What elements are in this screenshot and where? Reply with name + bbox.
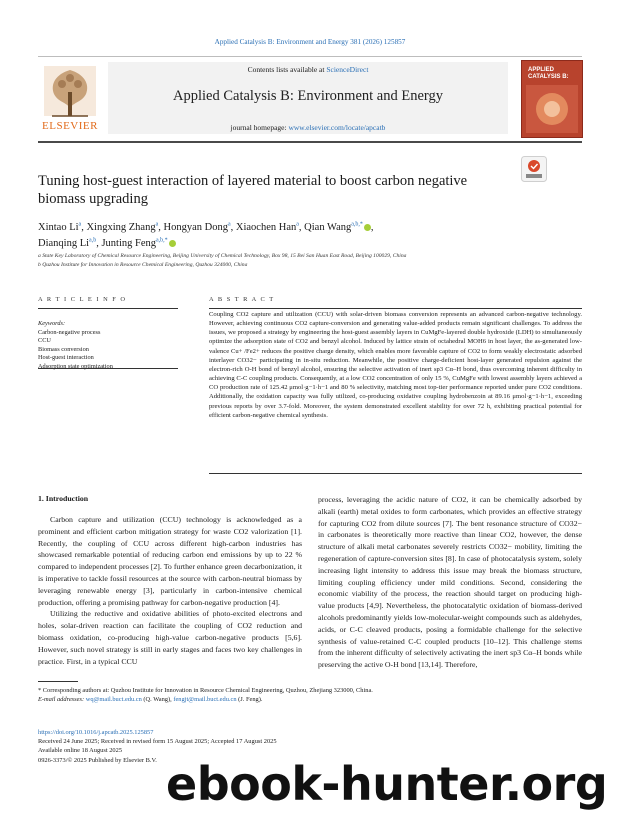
keywords-block	[38, 320, 178, 372]
affiliation-a: a State Key Laboratory of Chemical Resource Engineering, Beijing University of Chemical Technology, Box 98, 15 Bei San Huan East Road, Beijing 100029, China	[38, 253, 407, 259]
keyword-item: CCU	[38, 337, 51, 345]
email-owner: (J. Feng).	[236, 696, 263, 704]
author-name: Dianqing Li	[38, 238, 90, 249]
orcid-icon[interactable]	[364, 224, 371, 231]
top-citation[interactable]: Applied Catalysis B: Environment and Energy 381 (2026) 125857	[214, 38, 406, 46]
journal-cover-thumbnail[interactable]	[521, 60, 583, 138]
email-link-feng[interactable]: fengjt@mail.buct.edu.cn	[173, 696, 237, 704]
article-info-rule	[38, 308, 178, 309]
abstract-text: Coupling CO2 capture and utilization (CCU) with solar-driven biomass conversion represents an advanced carbon-negative technology. However, achieving continuous CO2 capture-conversion and generating value-added products remain significant challenges. To address the issues, we proposed a strategy by engineering the host-guest assembly layers in CuMgFe-layered double hydroxide (LDH) to simultaneously optimize the adsorption state of CO2 and benzyl alcohol. Induced by lattice strain of octahedral MOH6 in host layer, the as-generated low-valence Cu+ /Fe2+ reduces the positive charge density, which enables more favorable capture of CO2 to form weakly electrostatic adsorbed interlayer CO32− participating in in-situ reduction. Meanwhile, the positive charge-deficient host-layer generated repulsion against the electron-rich O-H bond of benzyl alcohol, ensuring the selective activation of inert sp3 Cα–H bond, thus overcoming inherent difficulty in achieving C-C coupling products. Consequently, at a low CO2 concentration of only 15 %, CuMgFe with lowest assembly layers achieved a CO production rate of 125.42 μmol·g−1·h−1 and 80 % selectivity, matching most top-tier performance reported under pure CO2 conditions. Additionally, the oxidation capacity was fully utilized, co-producing oxidative coupling hydrobenzoin at 89.16 μmol·g−1·h−1, exceeding previous reports by over 3.7-fold. Moreover, the system demonstrated excellent stability for over 72 h, exhibiting practical potential for efficient carbon-negative chemical synthesis.	[209, 311, 582, 419]
footnote-rule	[38, 681, 78, 682]
author-affiliation-marker[interactable]: a	[296, 221, 299, 228]
homepage-line	[108, 123, 508, 132]
body-paragraph: process, leveraging the acidic nature of CO2, it can be chemically adsorbed by alkali (earth) metal oxides to form carbonates, which provides an effective strategy for capturing CO2 from dilute sources [7]. The bent resonance structure of CO32− in carbonates is theoretically more reactive than linear CO2, however, the dense structure of alkali metal carbonates severely restricts CO32− mobility, limiting the regeneration of capture-conversion sites [8]. In case of photocatalysis system, solely increasing light intensity to address this issue may break the biomass structure, limiting coupling efficiency under mild conditions. Second, considering the economic viability of the process, the reaction should target on producing high-value products [4,9]. Nevertheless, the photocatalytic oxidation of biomass-derived alcohols predominantly yields low-molecular-weight compounds such as aldehydes, acids, or C-C cleaved products, posing a formidable challenge for the selective synthesis of value-retained C-C coupled products [10–12]. This challenge stems from the inherent difficulty of selectively activating the inert sp3 Cα–H bonds while preserving the active O-H bond [13,14]. Therefore,	[318, 495, 582, 670]
contents-line	[108, 65, 508, 74]
article-title: Tuning host-guest interaction of layered material to boost carbon negative biomass upgrading	[38, 173, 468, 207]
body-paragraph: Carbon capture and utilization (CCU) technology is acknowledged as a prominent and efficient carbon mitigation strategy for waste CO2 valorization [1]. Recently, the coupling of CCU across different high-carbon industries has showcased remarkable potential of reducing carbon end emissions by up to 22 % compared to independent processes [2]. To further enhance green decarbonization, it is imperative to tackle fossil resources at the source with carbon-neutral biomass by leveraging renewable energy [3], particularly in carbon-intensive chemical production, offering a promising pathway for carbon-negative production [4].	[38, 515, 302, 607]
contents-prefix: Contents lists available at	[247, 65, 327, 74]
online-date: Available online 18 August 2025	[38, 747, 123, 755]
author-list	[38, 220, 558, 252]
author-affiliation-marker[interactable]: a	[78, 221, 82, 228]
body-column-right	[318, 494, 582, 671]
author-name: Hongyan Dong	[163, 222, 228, 233]
email-owner: (Q. Wang),	[141, 696, 174, 704]
body-paragraph: Utilizing the reductive and oxidative abilities of photo-excited electrons and holes, solar-driven reaction can facilitate the coupling of CO2 reduction and biomass oxidation, co-producing high-value carbon-negative products [5,6]. However, such novel strategy is still in early stages and faces two key challenges in practice. First, in a typical CCU	[38, 609, 302, 666]
keyword-item: Host-guest interaction	[38, 354, 94, 362]
author-line-2: Dianqing Li$^{a,b}$, Junting Feng$^{a,b,*}$	[38, 236, 558, 252]
keyword-item: Biomass conversion	[38, 345, 89, 353]
elsevier-wordmark: ELSEVIER	[42, 120, 98, 132]
cover-title: APPLIED CATALYSIS B:	[528, 67, 569, 80]
abstract-heading: A B S T R A C T	[209, 296, 275, 303]
author-affiliation-marker[interactable]: a,b	[89, 237, 97, 244]
history-dates: Received 24 June 2025; Received in revised form 15 August 2025; Accepted 17 August 2025	[38, 738, 277, 746]
check-for-updates-icon[interactable]	[521, 156, 547, 182]
keyword-item: Carbon-negative process	[38, 328, 101, 336]
affiliation-b: b Quzhou Institute for Innovation in Resource Chemical Engineering, Quzhou 324000, China	[38, 262, 248, 268]
keywords-bottom-rule	[38, 368, 178, 369]
author-affiliation-marker[interactable]: a	[227, 221, 231, 228]
watermark: ebook-hunter.org	[166, 757, 608, 811]
body-column-left	[38, 514, 302, 667]
author-name: Xintao Li	[38, 222, 79, 233]
doi-link[interactable]: https://doi.org/10.1016/j.apcatb.2025.125857	[38, 729, 154, 736]
author-line-1: Xintao Li$^a$, Xingxing Zhang$^a$, Hongyan Dong$^a$, Xiaochen Han$^a$, Qian Wang$^{a,b,*}$ ,	[38, 221, 374, 233]
cover-graphic-icon	[526, 85, 578, 133]
homepage-prefix: journal homepage:	[230, 123, 289, 132]
abstract-bottom-rule	[209, 473, 582, 474]
email-label: E-mail addresses:	[38, 696, 85, 704]
author-affiliation-marker[interactable]: a,b,*	[156, 237, 168, 244]
section-heading-introduction: 1. Introduction	[38, 494, 89, 503]
journal-title: Applied Catalysis B: Environment and Energy	[173, 88, 443, 104]
author-affiliation-marker[interactable]: a,b,*	[351, 221, 363, 228]
author-affiliation-marker[interactable]: a	[155, 221, 159, 228]
author-name: Xiaochen Han	[235, 222, 297, 233]
copyright-line: 0926-3373/© 2025 Published by Elsevier B.V.	[38, 756, 157, 764]
keywords-label: Keywords:	[38, 320, 66, 327]
corresponding-note: * Corresponding authors at: Quzhou Institute for Innovation in Resource Chemical Engineering, Quzhou, Zhejiang 323000, China.	[38, 687, 373, 694]
abstract-rule	[209, 308, 582, 309]
keyword-item: Adsorption state optimization	[38, 362, 113, 370]
author-name: Qian Wang	[304, 222, 352, 233]
author-name: Junting Feng	[101, 238, 157, 249]
footnote	[38, 686, 582, 704]
author-name: Xingxing Zhang	[86, 222, 156, 233]
email-line	[38, 695, 582, 704]
homepage-link[interactable]: www.elsevier.com/locate/apcatb	[288, 123, 386, 132]
article-info-heading: A R T I C L E I N F O	[38, 296, 127, 303]
orcid-icon[interactable]	[169, 240, 176, 247]
email-link-wang[interactable]: wq@mail.buct.edu.cn	[85, 696, 142, 704]
sciencedirect-link[interactable]: ScienceDirect	[326, 65, 369, 74]
